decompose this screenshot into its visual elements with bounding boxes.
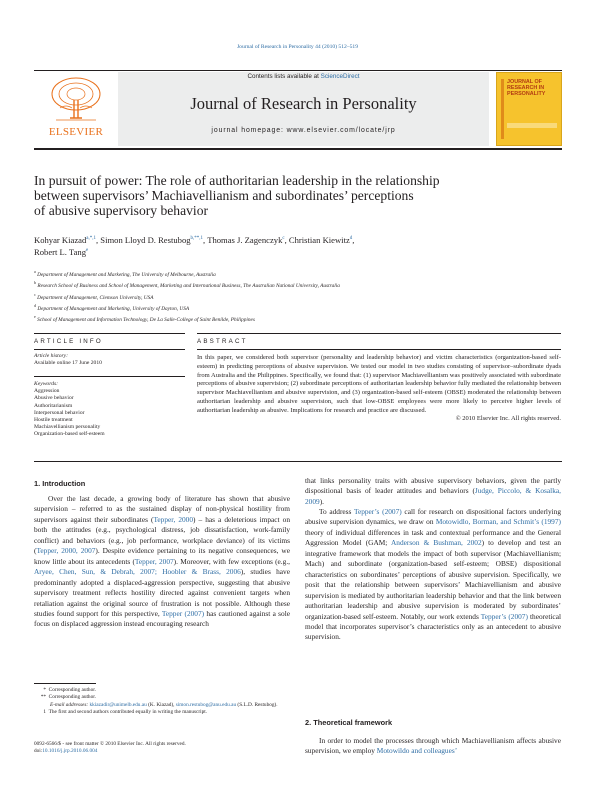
journal-homepage (118, 127, 489, 134)
email-owner: (S.L.D. Restubog). (236, 701, 278, 708)
footnote-text: Corresponding author. (48, 687, 97, 693)
article-info-heading: ARTICLE INFO (34, 338, 103, 345)
affiliation-text: Department of Management, Clemson University, USA (37, 294, 154, 301)
citation-link[interactable]: Tepper (2007) (161, 608, 205, 618)
homepage-prefix: journal homepage: (211, 127, 287, 134)
author-name: Robert L. Tang (34, 247, 86, 257)
author-name: Simon Lloyd D. Restubog (100, 235, 191, 245)
abstract-rule-mid (197, 349, 561, 350)
author-name: Christian Kiewitz (288, 235, 350, 245)
author-list (34, 234, 562, 258)
citation-link[interactable]: Motowildo and colleagues’ (376, 746, 458, 756)
keyword: Machiavellianism personality (34, 424, 101, 431)
journal-title: Journal of Research in Personality (190, 94, 417, 113)
author (34, 235, 100, 245)
cover-title: JOURNAL OF RESEARCH IN PERSONALITY (507, 79, 546, 97)
author-separator: , (352, 235, 355, 245)
affiliation-text: Research School of Business and School of Management, Marketing and International Business, The Australian National University, Australia (37, 283, 340, 290)
info-rule-top (34, 333, 185, 334)
cover-stripe (501, 79, 504, 139)
text-run: ). Despite evidence pertaining to its negative consequences, we know little about its antecedents ( (34, 546, 290, 566)
elsevier-tree-icon (46, 74, 106, 128)
affiliation-mark: d (34, 303, 36, 309)
title-line: of abusive supervisory behavior (34, 203, 209, 219)
text-run: ) to develop and test an integrative framework that models the impact of both supervisor (Machiavellianism; Mach) and subordinate (organization-based self-esteem; OBSE) dispositional characteristics on subordinates’ perceptions of abusive supervision. Specifically, we posit that the relationship between supervisors’ Machiavellianism and abusive supervision is mediated by authoritarian leadership behavior and that the link between authoritarian leadership and abusive supervision is moderated by subordinates’ organization-based self-esteem. Notably, our work extends (305, 538, 561, 621)
author-name: Kohyar Kiazad (34, 235, 87, 245)
citation-link[interactable]: Tepper, 2007 (134, 556, 174, 566)
abstract-rule-bottom (34, 461, 562, 462)
email-link[interactable]: kkiazadir@unimelb.edu.au (89, 701, 147, 708)
author-separator: , (203, 235, 208, 245)
author-marks[interactable]: a,*,1 (86, 236, 96, 241)
keywords (34, 381, 185, 439)
keyword: Hostile treatment (34, 417, 73, 424)
affiliation-mark: c (34, 291, 36, 297)
abstract-rule-top (197, 333, 561, 334)
intro-paragraph-1 (34, 494, 290, 630)
text-run: ) – has a deleterious impact on both the attitudes (e.g., psychological distress, job dissatisfaction, work-family conflict) and behaviors (e.g., job performance, workplace deviance) of its victims ( (34, 514, 290, 556)
author-name: Thomas J. Zagenczyk (207, 235, 283, 245)
affiliation-mark: b (34, 280, 36, 286)
citation-link[interactable]: Tepper, 2000 (153, 514, 194, 524)
affiliation (34, 313, 562, 324)
affiliation-mark: e (34, 314, 36, 320)
history-value: Available online 17 June 2010 (34, 360, 102, 367)
footnote-text: The first and second authors contributed equally in writing the manuscript. (48, 708, 208, 715)
text-run: ), studies have predominantly adopted a displaced-aggression perspective, suggesting that abusive supervisory treatment reflects hostility directed against convenient targets when retaliation against the original source of frustration is not possible. Although these studies found support for this perspective, (34, 567, 290, 618)
bottom-matter (34, 741, 334, 756)
affiliation-text: Department of Management and Marketing, The University of Melbourne, Australia (37, 271, 216, 278)
keyword: Aggression (34, 388, 60, 395)
footnote-text: Corresponding author. (48, 694, 97, 701)
title-line: In pursuit of power: The role of authoritarian leadership in the relationship (34, 173, 440, 188)
text-run: In order to model the processes through which Machiavellianism affects abusive supervision, we employ (305, 736, 561, 756)
keyword: Abusive behavior (34, 395, 74, 402)
keyword: Organization-based self-esteem (34, 431, 105, 438)
footnotes (34, 687, 290, 716)
section-heading-theoretical-framework: 2. Theoretical framework (305, 718, 393, 727)
info-rule-keywords (34, 376, 185, 377)
doi-prefix: doi: (34, 748, 43, 755)
affiliation-mark: a (34, 269, 36, 274)
abstract-heading: ABSTRACT (197, 338, 248, 345)
doi-line (34, 748, 334, 755)
email-label: E-mail addresses: (50, 701, 90, 708)
citation-link[interactable]: Tepper’s (2007) (353, 507, 402, 516)
author (100, 235, 207, 245)
homepage-link[interactable]: www.elsevier.com/locate/jrp (286, 127, 396, 134)
author-marks[interactable]: d (349, 236, 353, 241)
intro-paragraph-2 (305, 507, 561, 643)
keyword: Interpersonal behavior (34, 409, 85, 416)
keywords-label: Keywords: (34, 381, 59, 387)
email-link[interactable]: simon.restubog@anu.edu.au (175, 701, 237, 708)
text-run: Over the last decade, a growing body of literature has shown that abusive supervision – referred to as the sustained display of non-physical hostility from supervisors against their subordinates ( (34, 494, 290, 524)
citation-link[interactable]: Anderson & Bushman, 2002 (390, 538, 482, 548)
footnote-emails (34, 702, 290, 709)
affiliation-text: Department of Management and Marketing, University of Dayton, USA (37, 305, 190, 312)
citation-link[interactable]: Motowidlo, Borman, and Schmit’s (1997) (435, 517, 561, 527)
affiliations (34, 268, 562, 325)
info-rule-mid (34, 349, 185, 350)
keyword: Authoritarianism (34, 402, 73, 409)
author-marks[interactable]: c (282, 236, 285, 241)
text-run: To address (319, 507, 354, 516)
affiliation (34, 268, 562, 279)
author-marks[interactable]: b,**,1 (190, 236, 204, 241)
author (34, 247, 88, 257)
title-line: between supervisors’ Machiavellianism and subordinates’ perceptions (34, 188, 414, 204)
citation-link[interactable]: Tepper, 2000, 2007 (36, 546, 96, 556)
text-run: ). (319, 496, 324, 506)
author-separator: , (284, 235, 289, 245)
footnote: * Corresponding author. (43, 687, 97, 693)
text-run: theoretical model that incorporates supervisor’s characteristics only as an antecedent to abusive supervision. (305, 611, 561, 642)
framework-paragraph (305, 736, 561, 757)
text-run: that links personality traits with abusive supervisory behaviors, given the partly dispositional basis of leader attitudes and behaviors ( (305, 476, 561, 496)
sciencedirect-link[interactable]: ScienceDirect (320, 73, 360, 80)
intro-paragraph-1-continued (305, 476, 561, 507)
section-heading-introduction: 1. Introduction (34, 479, 86, 488)
text-run: has cautioned against a sole focus on displaced aggression instead encouraging research (34, 608, 290, 629)
affiliation-text: School of Management and Information Technology, De La Salle-College of Saint Benilde, Philippines (37, 317, 255, 324)
contents-prefix: Contents lists available at (247, 73, 321, 80)
citation-link[interactable]: Judge, Piccolo, & Kosalka, 2009 (305, 486, 561, 506)
article-history (34, 353, 185, 367)
publisher-name: ELSEVIER (48, 126, 104, 138)
citation-link[interactable]: Aryee, Chen, Sun, & Debrah, 2007; Hoobler & Brass, 2006 (34, 567, 241, 577)
email-owner: (K. Kiazad), (146, 701, 176, 708)
author-separator: , (96, 235, 101, 245)
author-marks[interactable]: e (86, 248, 89, 253)
doi-link[interactable]: 10.1016/j.jrp.2010.06.004 (42, 748, 98, 755)
author (289, 235, 355, 245)
journal-cover-thumbnail (496, 72, 562, 146)
header-rule-bottom (34, 148, 562, 150)
text-run: ). Moreover, with few exceptions (e.g., (173, 556, 290, 566)
contents-line (118, 73, 489, 80)
footnote: ** Corresponding author. (40, 694, 97, 701)
footnote: 1 The first and second authors contributed equally in writing the manuscript. (43, 708, 208, 715)
citation-link[interactable]: Tepper’s (2007) (480, 611, 528, 621)
affiliation (34, 279, 562, 290)
issn-line: 0092-6566/$ - see front matter © 2010 Elsevier Inc. All rights reserved. (34, 741, 186, 747)
author (207, 235, 289, 245)
text-run: theory of individual differences in task and contextual performance and the General Aggression Model (GAM; (305, 527, 561, 548)
abstract-text: In this paper, we considered both supervisor (personality and leadership behavior) and victim characteristics (organization-based self-esteem) in predicting perceptions of abusive supervision. We tested our model in two studies consisting of supervisor–subordinate dyads from Australia and the Philippines. Specifically, we found that: (1) supervisor Machiavellianism was positively associated with subordinate perceptions of abusive supervision; (2) subordinate perceptions of authoritarian leadership behavior fully mediated the relationship between supervisor Machiavellianism and abusive supervision, and (3) organization-based self-esteem (OBSE) moderated the relationship between authoritarian leadership and abusive supervision, such that low-OBSE employees were more likely to perceive higher levels of authoritarian leadership as abusive. Implications for research and practice are discussed. (197, 354, 561, 414)
article-title (34, 173, 554, 219)
footnote-rule (34, 683, 96, 684)
text-run: call for research on dispositional factors underlying abusive supervision dynamics, we draw on (305, 507, 561, 527)
running-head[interactable]: Journal of Research in Personality 44 (2010) 512–519 (236, 44, 359, 50)
abstract-body (197, 354, 561, 424)
copyright-notice: © 2010 Elsevier Inc. All rights reserved. (455, 415, 561, 423)
affiliation (34, 291, 562, 302)
cover-bar (507, 123, 557, 128)
history-label: Article history: (34, 353, 69, 359)
affiliation (34, 302, 562, 313)
